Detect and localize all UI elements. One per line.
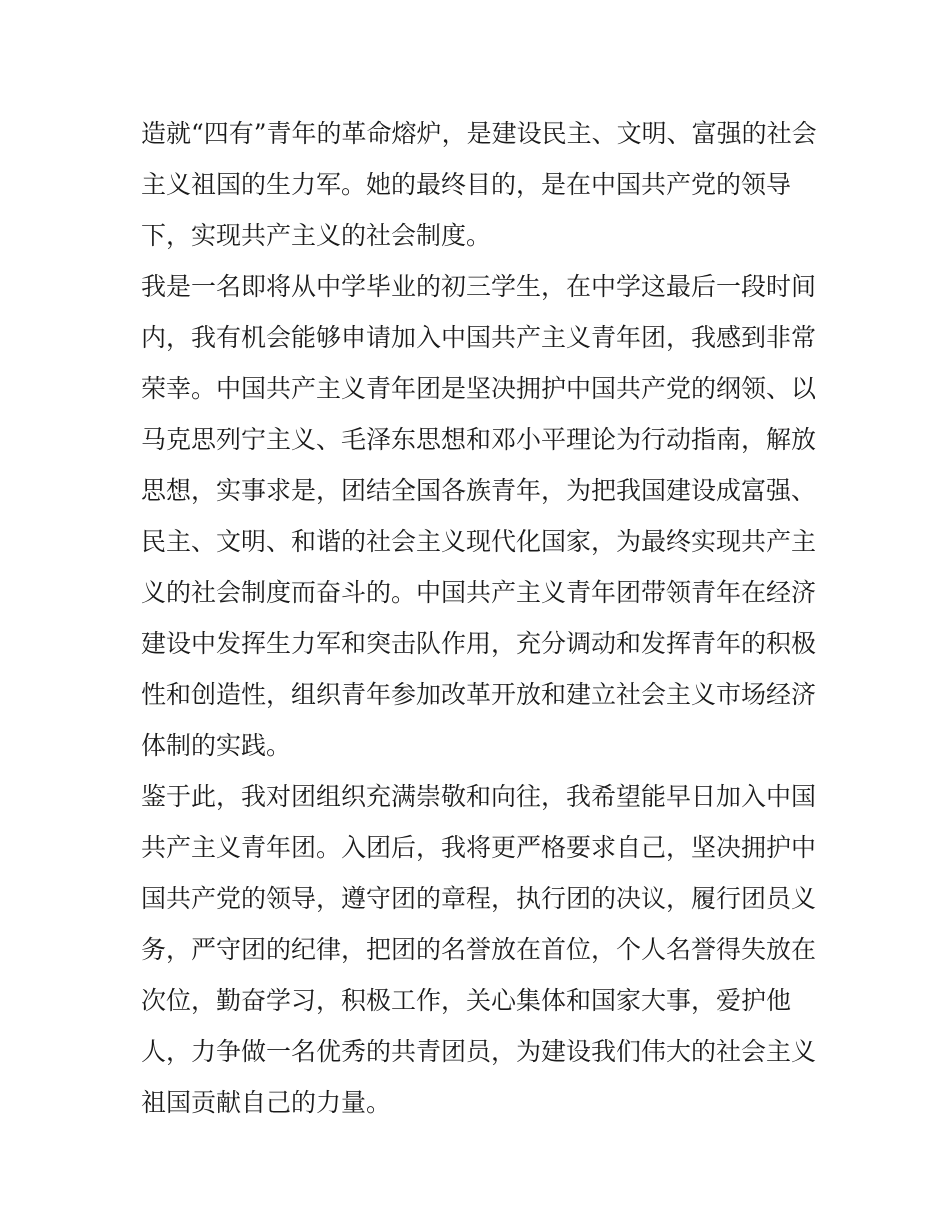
text-line: 下，实现共产主义的社会制度。	[141, 221, 492, 250]
text-line: 建设中发挥生力军和突击队作用，充分调动和发挥青年的积极	[141, 629, 817, 658]
text-line: 我是一名即将从中学毕业的初三学生，在中学这最后一段时间	[141, 272, 817, 301]
text-line: 主义祖国的生力军。她的最终目的，是在中国共产党的领导	[141, 170, 792, 199]
text-line: 荣幸。中国共产主义青年团是坚决拥护中国共产党的纲领、以	[141, 374, 817, 403]
text-line: 马克思列宁主义、毛泽东思想和邓小平理论为行动指南，解放	[141, 425, 817, 454]
text-line: 体制的实践。	[141, 731, 292, 760]
document-body	[141, 108, 821, 1128]
text-line: 内，我有机会能够申请加入中国共产主义青年团，我感到非常	[141, 323, 817, 352]
text-line: 次位，勤奋学习，积极工作，关心集体和国家大事，爱护他	[141, 986, 792, 1015]
text-line: 共产主义青年团。入团后，我将更严格要求自己，坚决拥护中	[141, 833, 817, 862]
text-line: 务，严守团的纪律，把团的名誉放在首位，个人名誉得失放在	[141, 935, 817, 964]
text-line: 祖国贡献自己的力量。	[141, 1088, 392, 1117]
text-line: 人，力争做一名优秀的共青团员，为建设我们伟大的社会主义	[141, 1037, 817, 1066]
text-line: 民主、文明、和谐的社会主义现代化国家，为最终实现共产主	[141, 527, 817, 556]
text-line: 鉴于此，我对团组织充满崇敬和向往，我希望能早日加入中国	[141, 782, 817, 811]
text-line: 国共产党的领导，遵守团的章程，执行团的决议，履行团员义	[141, 884, 817, 913]
text-line: 义的社会制度而奋斗的。中国共产主义青年团带领青年在经济	[141, 578, 817, 607]
text-line: 思想，实事求是，团结全国各族青年，为把我国建设成富强、	[141, 476, 817, 505]
text-line: 性和创造性，组织青年参加改革开放和建立社会主义市场经济	[141, 680, 817, 709]
text-line: 造就“四有”青年的革命熔炉，是建设民主、文明、富强的社会	[141, 119, 817, 148]
